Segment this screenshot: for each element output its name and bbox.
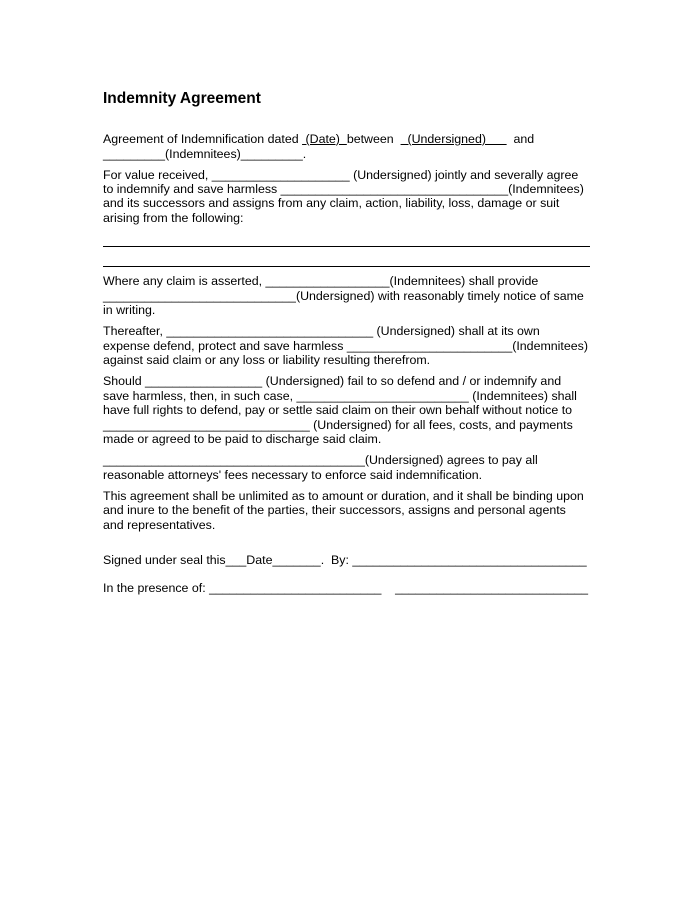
value-line-3: and its successors and assigns from any claim, action, liability, loss, damage or suit	[103, 196, 560, 210]
blank-rule-1	[103, 246, 590, 247]
should-line-5: made or agreed to be paid to discharge said claim.	[103, 432, 382, 446]
value-line-2: to indemnify and save harmless _________________________________(Indemnitees)	[103, 182, 584, 196]
thereafter-line-2: expense defend, protect and save harmless ________________________(Indemnitees)	[103, 339, 588, 353]
claim-line-3: in writing.	[103, 303, 156, 317]
should-line-2: save harmless, then, in such case, _________________________ (Indemnitees) shall	[103, 389, 577, 403]
claim-line-2: ____________________________(Undersigned) with reasonably timely notice of same	[103, 289, 584, 303]
signature-line: Signed under seal this___Date_______. By: __________________________________	[103, 553, 587, 567]
undersigned-blank: (Undersigned)	[400, 132, 507, 146]
terms-line-3: and representatives.	[103, 518, 216, 532]
intro-text-a: Agreement of Indemnification dated	[103, 132, 303, 146]
terms-line-1: This agreement shall be unlimited as to amount or duration, and it shall be binding upon	[103, 489, 584, 503]
intro-text-c: and	[506, 132, 535, 146]
thereafter-line-1: Thereafter, ______________________________ (Undersigned) shall at its own	[103, 324, 540, 338]
value-line-1: For value received, ____________________ (Undersigned) jointly and severally agree	[103, 168, 579, 182]
should-line-4: ______________________________ (Undersigned) for all fees, costs, and payments	[103, 418, 573, 432]
thereafter-line-3: against said claim or any loss or liability resulting therefrom.	[103, 353, 431, 367]
fees-line-2: reasonable attorneys' fees necessary to enforce said indemnification.	[103, 468, 483, 482]
intro-line-2: _________(Indemnitees)_________.	[103, 147, 307, 161]
terms-line-2: and inure to the benefit of the parties, their successors, assigns and personal agents	[103, 503, 566, 517]
date-blank: (Date)	[302, 132, 347, 146]
should-line-1: Should _________________ (Undersigned) fail to so defend and / or indemnify and	[103, 374, 562, 388]
intro-line-1	[103, 132, 534, 146]
blank-rule-2	[103, 266, 590, 267]
document-title: Indemnity Agreement	[103, 90, 261, 107]
intro-text-b: between	[346, 132, 401, 146]
claim-line-1: Where any claim is asserted, __________________(Indemnitees) shall provide	[103, 274, 539, 288]
witness-line: In the presence of: _________________________ ____________________________	[103, 581, 589, 595]
fees-line-1: ______________________________________(Undersigned) agrees to pay all	[103, 453, 538, 467]
should-line-3: have full rights to defend, pay or settle said claim on their own behalf without notice to	[103, 403, 573, 417]
value-line-4: arising from the following:	[103, 211, 244, 225]
